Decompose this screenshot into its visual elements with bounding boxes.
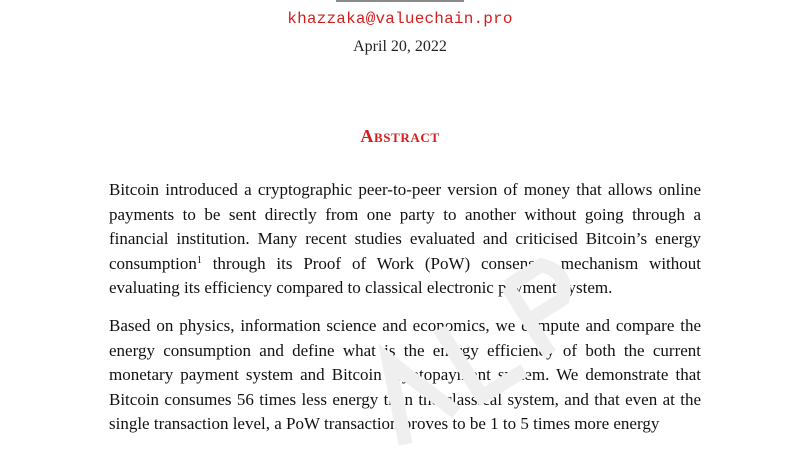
publication-date: April 20, 2022 [353, 38, 447, 55]
abstract-paragraph-1-text-b: through its Proof of Work (PoW) consensus mechanism without evaluating its efficiency compared to classical electronic payment system. [109, 253, 701, 297]
abstract-heading: Abstract [360, 126, 440, 146]
abstract-paragraph-2: Based on physics, information science and economics, we compute and compare the energy consumption and define what is the energy efficiency of both the current monetary payment system and Bitcoin cryptopayment system. We demonstrate that Bitcoin consumes 56 times less energy than the classical system, and that even at the single transaction level, a PoW transaction proves to be 1 to 5 times more energy [109, 316, 701, 433]
footnote-marker[interactable]: 1 [196, 254, 202, 266]
abstract-paragraph-1-text-a: Bitcoin introduced a cryptographic peer-to-peer version of money that allows online payments to be sent directly from one party to another without going through a financial institution. Many recent studies evaluated and criticised Bitcoin’s energy consumption [109, 180, 701, 273]
author-email[interactable]: khazzaka@valuechain.pro [287, 10, 513, 28]
abstract-paragraph-1 [109, 178, 701, 301]
header-rule [336, 0, 464, 2]
